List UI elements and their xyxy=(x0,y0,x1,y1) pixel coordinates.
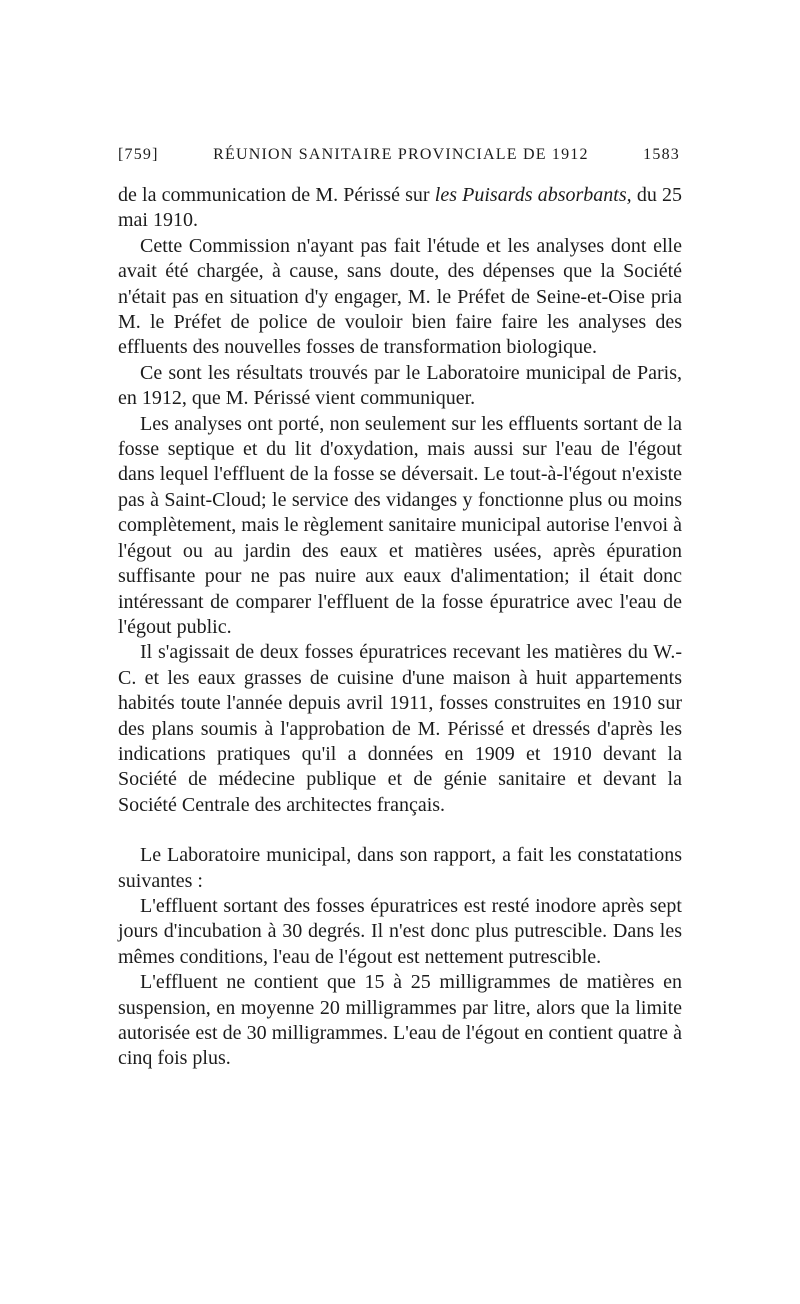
paragraph: Ce sont les résultats trouvés par le Laboratoire municipal de Paris, en 1912, que M. Périssé vient communiquer. xyxy=(118,361,682,410)
cited-title: les Puisards absorbants, xyxy=(434,184,632,206)
page-number: 1583 xyxy=(643,146,680,163)
paragraph-text: de la communication de M. Périssé sur xyxy=(118,184,435,206)
paragraph-text: du 25 mai 1910. xyxy=(118,184,683,232)
paragraph: Le Laboratoire municipal, dans son rapport, a fait les constatations suivantes : xyxy=(118,844,682,892)
paragraph: Cette Commission n'ayant pas fait l'étude et les analyses dont elle avait été chargée, à cause, sans doute, des dépenses que la Société n'était pas en situation d'y engager, M. le Préfet de Seine-et-Oise pria M. le Préfet de police de vouloir bien faire faire les analyses des effluents des nouvelles fosses de transformation biologique. xyxy=(118,234,682,359)
paragraph: Les analyses ont porté, non seulement sur les effluents sortant de la fosse septique et du lit d'oxydation, mais aussi sur l'eau de l'égout dans lequel l'effluent de la fosse se déversait. Le tout-à-l'égout n'existe pas à Saint-Cloud; le service des vidanges y fonctionne plus ou moins complètement, mais le règlement sanitaire municipal autorise l'envoi à l'égout ou au jardin des eaux et matières usées, après épuration suffisante pour ne pas nuire aux eaux d'alimentation; il était donc intéressant de comparer l'effluent de la fosse épuratrice avec l'eau de l'égout public. xyxy=(118,412,682,638)
header-left-number: [759] xyxy=(118,146,159,163)
body-text xyxy=(118,183,682,1072)
running-title: RÉUNION SANITAIRE PROVINCIALE DE 1912 xyxy=(213,146,589,163)
running-header xyxy=(118,146,680,164)
paragraph: L'effluent sortant des fosses épuratrices est resté inodore après sept jours d'incubation à 30 degrés. Il n'est donc plus putrescible. Dans les mêmes conditions, l'eau de l'égout est nettement putrescible. xyxy=(118,894,682,968)
paragraph: Il s'agissait de deux fosses épuratrices recevant les matières du W.-C. et les eaux grasses de cuisine d'une maison à huit appartements habités toute l'année depuis avril 1911, fosses construites en 1910 sur des plans soumis à l'approbation de M. Périssé et dressés d'après les indications pratiques qu'il a données en 1909 et 1910 devant la Société de médecine publique et de génie sanitaire et devant la Société Centrale des architectes français. xyxy=(118,641,682,816)
paragraph-continuation xyxy=(118,183,682,234)
paragraph: L'effluent ne contient que 15 à 25 milligrammes de matières en suspension, en moyenne 20 milligrammes par litre, alors que la limite autorisée est de 30 milligrammes. L'eau de l'égout en contient quatre à cinq fois plus. xyxy=(118,971,682,1070)
